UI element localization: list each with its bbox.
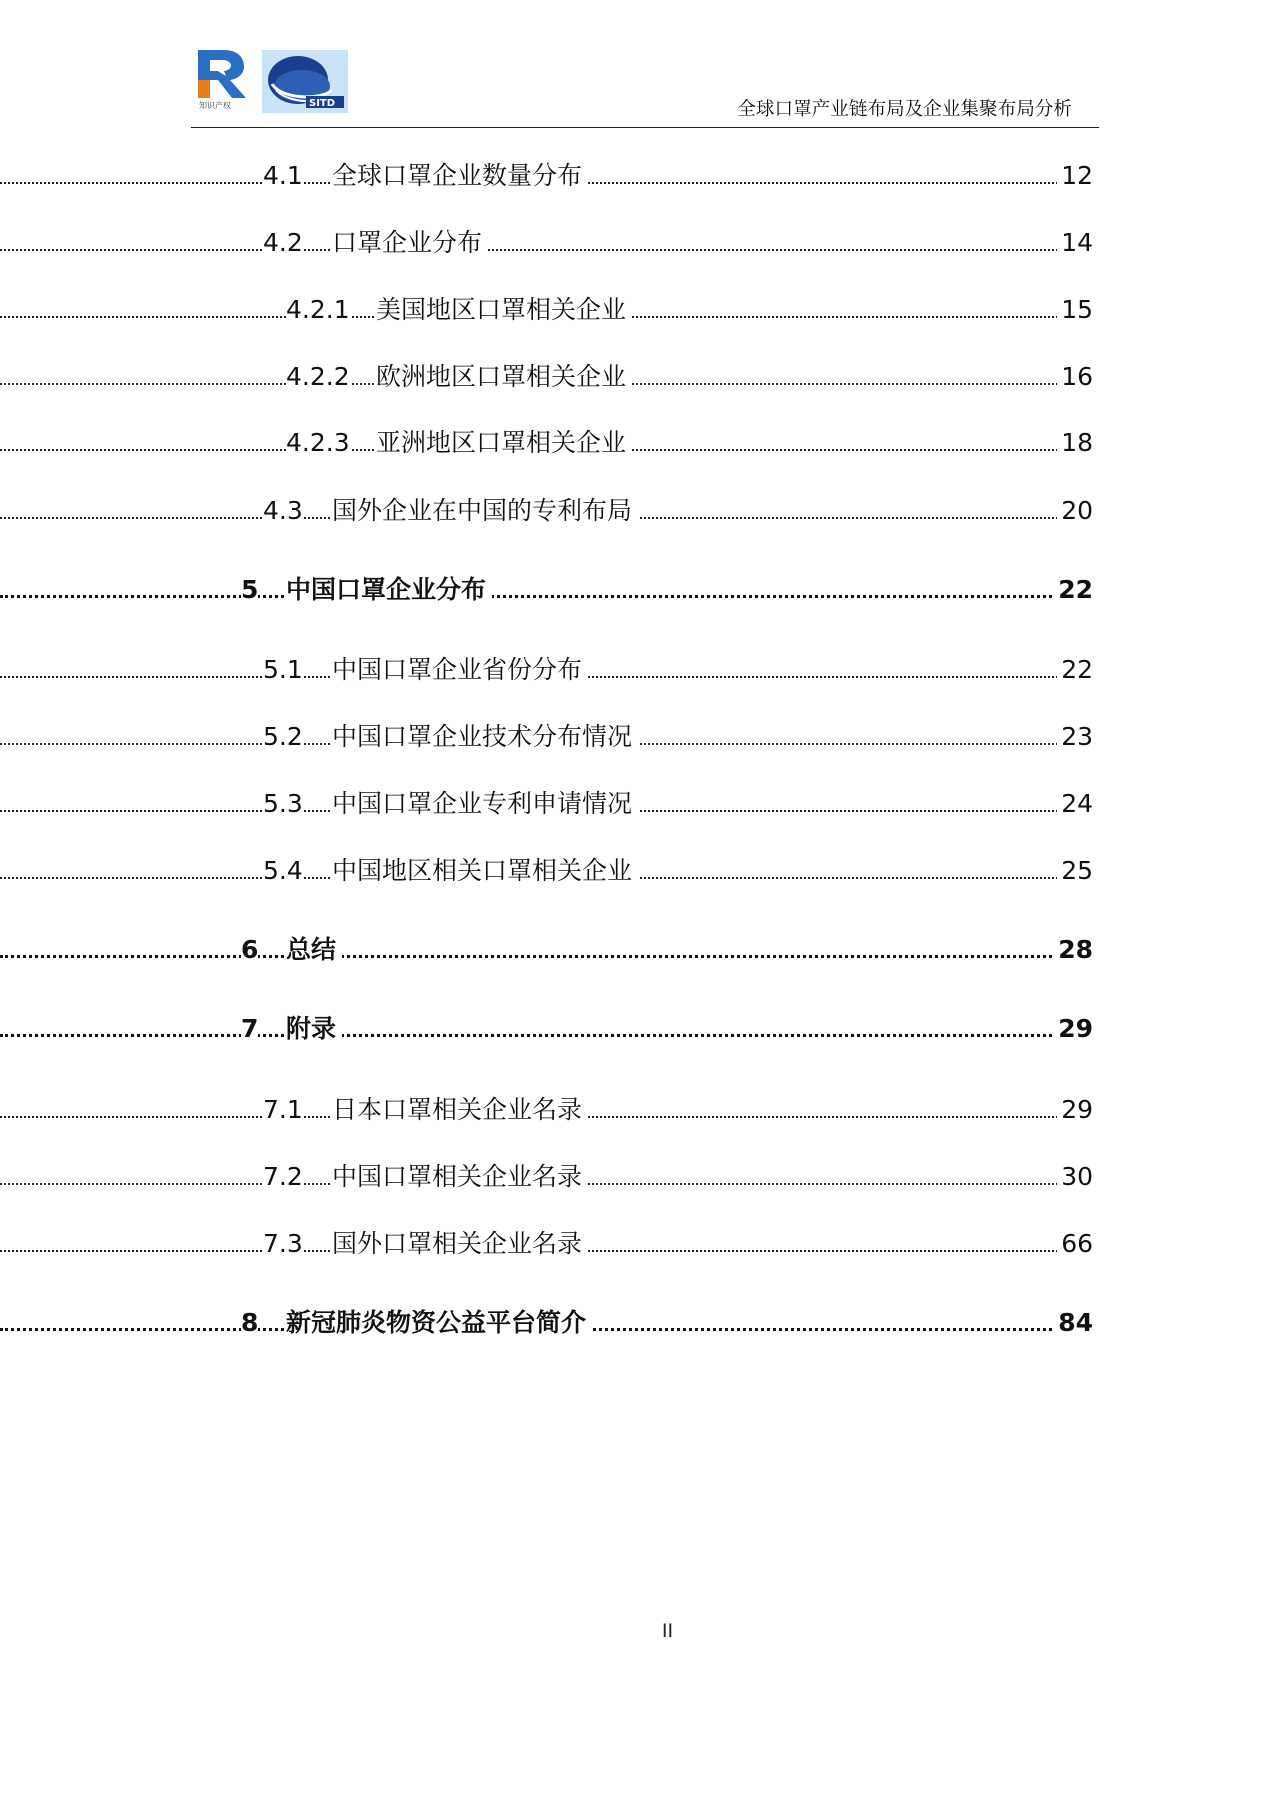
toc-entry[interactable] bbox=[0, 221, 1280, 261]
toc-entry-title: 亚洲地区口罩相关企业 bbox=[376, 430, 632, 455]
toc-entry-number: 6 bbox=[241, 935, 259, 964]
toc-entry-page: 29 bbox=[1057, 1097, 1093, 1122]
toc-entry[interactable] bbox=[0, 154, 1280, 194]
toc-entry-title: 中国口罩企业技术分布情况 bbox=[332, 724, 638, 749]
r-logo-caption: 知识产权 bbox=[199, 101, 231, 110]
toc-entry[interactable] bbox=[0, 928, 1280, 968]
toc-entry-number: 7.2 bbox=[263, 1162, 303, 1191]
toc-entry[interactable] bbox=[0, 1007, 1280, 1047]
toc-entry-title: 新冠肺炎物资公益平台简介 bbox=[286, 1310, 592, 1335]
toc-entry-title: 日本口罩相关企业名录 bbox=[332, 1097, 588, 1122]
header-title: 全球口罩产业链布局及企业集聚布局分析 bbox=[737, 99, 1072, 120]
toc-entry-number: 7.3 bbox=[263, 1229, 303, 1258]
toc-entry-page: 22 bbox=[1054, 577, 1093, 602]
toc-entry-number: 7 bbox=[241, 1014, 259, 1043]
sitd-logo bbox=[262, 50, 348, 113]
toc-entry-page: 25 bbox=[1057, 858, 1093, 883]
toc-entry-number: 4.2.1 bbox=[286, 295, 350, 324]
toc-leader-dots bbox=[0, 595, 1058, 598]
toc-entry-number: 5.2 bbox=[263, 722, 303, 751]
toc-entry[interactable] bbox=[0, 715, 1280, 755]
toc-entry-number: 4.1 bbox=[263, 161, 303, 190]
toc-entry-number: 4.2.2 bbox=[286, 362, 350, 391]
toc-entry-title: 美国地区口罩相关企业 bbox=[376, 297, 632, 322]
toc-entry-title: 附录 bbox=[286, 1016, 342, 1041]
toc-entry-page: 18 bbox=[1057, 430, 1093, 455]
toc-entry-title: 中国口罩企业分布 bbox=[286, 577, 492, 602]
toc-leader-dots bbox=[0, 955, 1058, 958]
toc-leader-dots bbox=[0, 1034, 1058, 1037]
toc-entry[interactable] bbox=[0, 849, 1280, 889]
toc-entry-page: 22 bbox=[1057, 657, 1093, 682]
r-logo bbox=[194, 46, 250, 116]
toc-entry[interactable] bbox=[0, 648, 1280, 688]
page-header bbox=[191, 46, 1099, 128]
toc-entry-title: 总结 bbox=[286, 937, 342, 962]
toc-entry[interactable] bbox=[0, 782, 1280, 822]
toc-entry-number: 5.1 bbox=[263, 655, 303, 684]
toc-entry-page: 66 bbox=[1057, 1231, 1093, 1256]
toc-entry-page: 14 bbox=[1057, 230, 1093, 255]
toc-entry-page: 84 bbox=[1054, 1310, 1093, 1335]
toc-entry-number: 4.2.3 bbox=[286, 428, 350, 457]
toc-entry-page: 15 bbox=[1057, 297, 1093, 322]
toc-entry[interactable] bbox=[0, 1155, 1280, 1195]
toc-entry-title: 口罩企业分布 bbox=[332, 230, 488, 255]
toc-entry[interactable] bbox=[0, 355, 1280, 395]
toc-entry-page: 23 bbox=[1057, 724, 1093, 749]
toc-entry[interactable] bbox=[0, 1301, 1280, 1341]
toc-entry-page: 16 bbox=[1057, 364, 1093, 389]
toc-entry-number: 5 bbox=[241, 575, 259, 604]
toc-entry-title: 中国地区相关口罩相关企业 bbox=[332, 858, 638, 883]
toc-entry-title: 中国口罩相关企业名录 bbox=[332, 1164, 588, 1189]
page-number: II bbox=[661, 1620, 674, 1642]
toc-entry-page: 24 bbox=[1057, 791, 1093, 816]
toc-entry-page: 28 bbox=[1054, 937, 1093, 962]
toc-entry[interactable] bbox=[0, 1222, 1280, 1262]
toc-entry-number: 8 bbox=[241, 1308, 259, 1337]
toc-leader-dots bbox=[0, 249, 1058, 251]
toc-entry-title: 国外口罩相关企业名录 bbox=[332, 1231, 588, 1256]
toc-entry[interactable] bbox=[0, 288, 1280, 328]
toc-entry[interactable] bbox=[0, 489, 1280, 529]
toc-entry-page: 30 bbox=[1057, 1164, 1093, 1189]
toc-entry[interactable] bbox=[0, 421, 1280, 461]
toc-entry[interactable] bbox=[0, 568, 1280, 608]
svg-text:SITD: SITD bbox=[309, 98, 336, 109]
toc-entry[interactable] bbox=[0, 1088, 1280, 1128]
toc-entry-page: 12 bbox=[1057, 163, 1093, 188]
toc-entry-title: 国外企业在中国的专利布局 bbox=[332, 498, 638, 523]
toc-entry-title: 欧洲地区口罩相关企业 bbox=[376, 364, 632, 389]
toc-entry-title: 全球口罩企业数量分布 bbox=[332, 163, 588, 188]
toc-entry-number: 5.3 bbox=[263, 789, 303, 818]
toc-entry-page: 29 bbox=[1054, 1016, 1093, 1041]
toc-entry-page: 20 bbox=[1057, 498, 1093, 523]
toc-entry-number: 4.2 bbox=[263, 228, 303, 257]
toc-entry-title: 中国口罩企业专利申请情况 bbox=[332, 791, 638, 816]
toc-entry-number: 7.1 bbox=[263, 1095, 303, 1124]
toc-entry-number: 5.4 bbox=[263, 856, 303, 885]
toc-entry-title: 中国口罩企业省份分布 bbox=[332, 657, 588, 682]
toc-entry-number: 4.3 bbox=[263, 496, 303, 525]
